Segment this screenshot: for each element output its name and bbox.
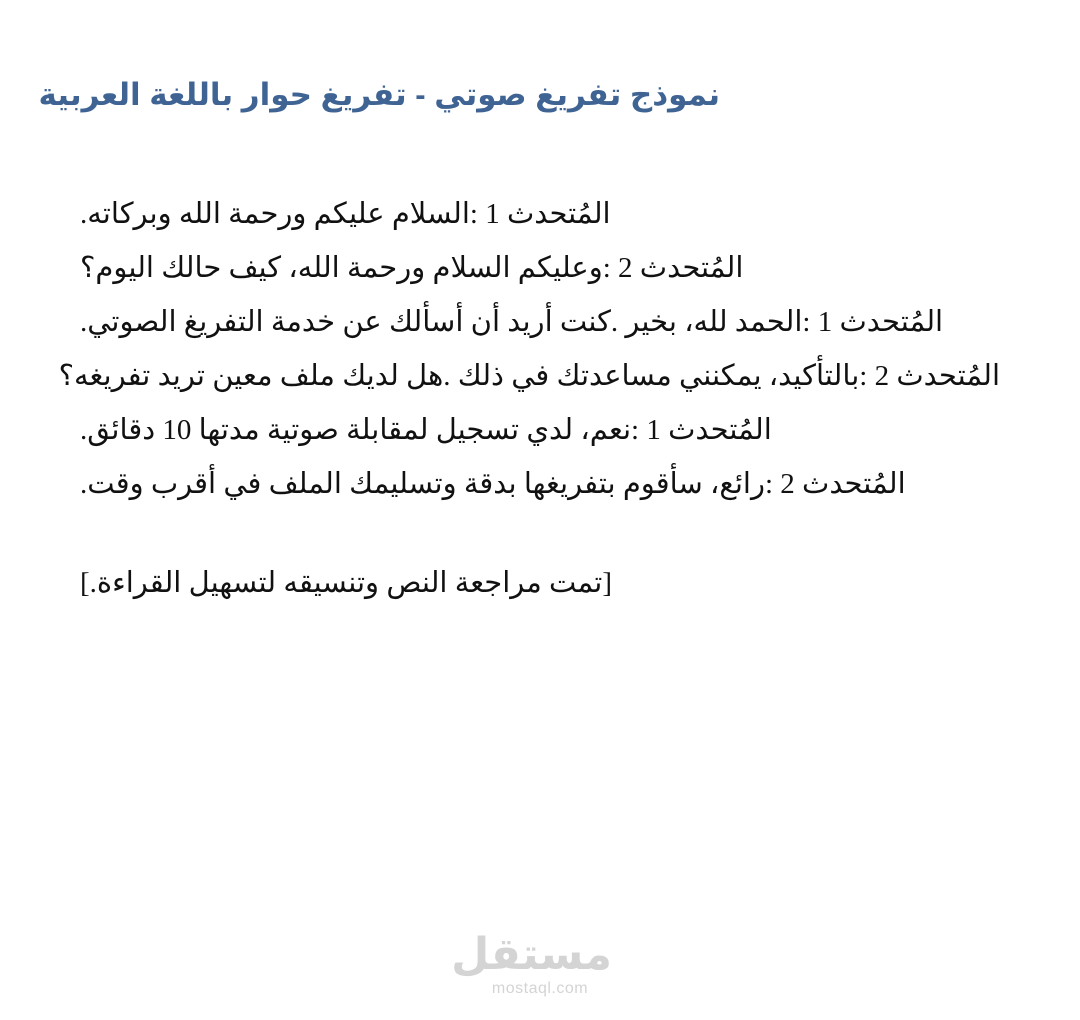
- dialogue-line: المُتحدث 2 :بالتأكيد، يمكنني مساعدتك في ذلك .هل لديك ملف معين تريد تفريغه؟: [58, 360, 1000, 392]
- document-title: نموذج تفريغ صوتي - تفريغ حوار باللغة العربية: [38, 77, 720, 112]
- watermark-site: mostaql.com: [491, 980, 589, 997]
- dialogue-line: المُتحدث 1 :السلام عليكم ورحمة الله وبركاته.: [80, 198, 611, 230]
- dialogue-line: المُتحدث 2 :وعليكم السلام ورحمة الله، كيف حالك اليوم؟: [80, 252, 744, 284]
- dialogue-line: المُتحدث 1 :الحمد لله، بخير .كنت أريد أن أسألك عن خدمة التفريغ الصوتي.: [80, 306, 944, 338]
- dialogue-line: المُتحدث 2 :رائع، سأقوم بتفريغها بدقة وتسليمك الملف في أقرب وقت.: [80, 468, 906, 500]
- dialogue-transcript: [58, 187, 1000, 511]
- dialogue-line: المُتحدث 1 :نعم، لدي تسجيل لمقابلة صوتية مدتها 10 دقائق.: [80, 414, 772, 446]
- watermark-logo: مستقل: [451, 930, 612, 979]
- watermark: [451, 930, 612, 998]
- editor-note: [تمت مراجعة النص وتنسيقه لتسهيل القراءة.]: [80, 567, 613, 599]
